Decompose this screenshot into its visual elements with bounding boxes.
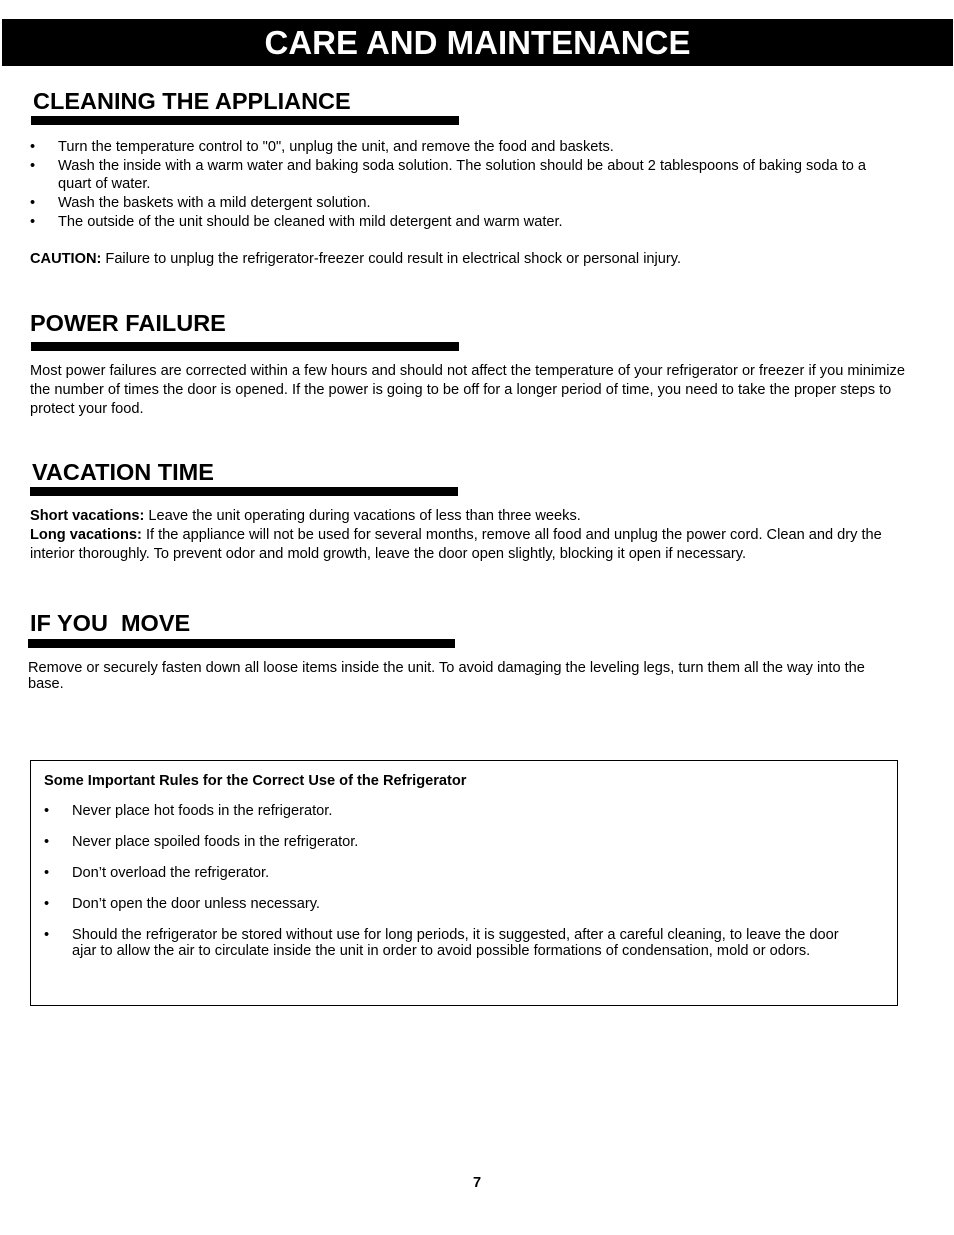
page-number: 7 — [472, 1175, 482, 1191]
rules-list — [44, 804, 864, 975]
section-title-move: IF YOU MOVE — [30, 610, 191, 636]
power-failure-text: Most power failures are corrected within a few hours and should not affect the temperature of your refrigerator or freezer if you minimize the number of times the door is opened. If the power is going to be off for a longer period of time, you need to take the proper steps to protect your food. — [30, 363, 905, 417]
section-rule — [31, 342, 459, 351]
vacation-text: Short vacations: Leave the unit operating during vacations of less than three weeks. Long vacations: If the appliance will not be used for several months, remove all food and unplug the power cord. Clean and dry the interior thoroughly. To prevent odor and mold growth, leave the door open slightly, blocking it open if necessary. — [30, 508, 882, 562]
caution-label: CAUTION: — [30, 251, 102, 267]
list-item: • Wash the baskets with a mild detergent solution. — [30, 195, 371, 212]
caution-note: CAUTION: Failure to unplug the refrigerator-freezer could result in electrical shock or personal injury. — [30, 251, 682, 267]
bullet-icon: • — [44, 927, 50, 943]
bullet-icon: • — [30, 195, 36, 212]
bullet-icon: • — [44, 803, 50, 819]
section-title-cleaning: CLEANING THE APPLIANCE — [33, 88, 351, 114]
list-item: • Never place spoiled foods in the refrigerator. — [44, 834, 359, 850]
section-rule — [30, 487, 458, 496]
short-vacations-label: Short vacations: — [30, 508, 145, 524]
bullet-icon: • — [30, 157, 36, 174]
rules-box-title: Some Important Rules for the Correct Use of the Refrigerator — [44, 773, 467, 789]
bullet-icon: • — [30, 139, 36, 155]
section-title-power-failure: POWER FAILURE — [30, 310, 226, 336]
bullet-icon: • — [30, 213, 36, 230]
section-rule — [31, 116, 459, 125]
list-item: • Wash the inside with a warm water and baking soda solution. The solution should be about 2 tablespoons of baking soda to a quart of water. — [30, 157, 867, 193]
rules-box — [30, 760, 898, 1006]
list-item: • Turn the temperature control to "0", unplug the unit, and remove the food and baskets. — [30, 139, 614, 155]
bullet-icon: • — [44, 896, 50, 912]
bullet-icon: • — [44, 865, 50, 881]
list-item: • Never place hot foods in the refrigerator. — [44, 803, 333, 819]
list-item: • Should the refrigerator be stored without use for long periods, it is suggested, after a careful cleaning, to leave the door ajar to allow the air to circulate inside the unit in order to avoid possible formations of condensation, mold or odors. — [44, 927, 839, 959]
list-item: • Don’t open the door unless necessary. — [44, 896, 320, 912]
move-text: Remove or securely fasten down all loose items inside the unit. To avoid damaging the leveling legs, turn them all the way into the base. — [28, 660, 865, 692]
section-title-vacation: VACATION TIME — [32, 459, 214, 485]
long-vacations-label: Long vacations: — [30, 527, 142, 543]
bullet-icon: • — [44, 834, 50, 850]
list-item: • The outside of the unit should be cleaned with mild detergent and warm water. — [30, 213, 563, 230]
page-title: CARE AND MAINTENANCE — [2, 19, 953, 66]
cleaning-list — [30, 138, 880, 232]
section-rule — [28, 639, 455, 648]
list-item: • Don’t overload the refrigerator. — [44, 865, 270, 881]
